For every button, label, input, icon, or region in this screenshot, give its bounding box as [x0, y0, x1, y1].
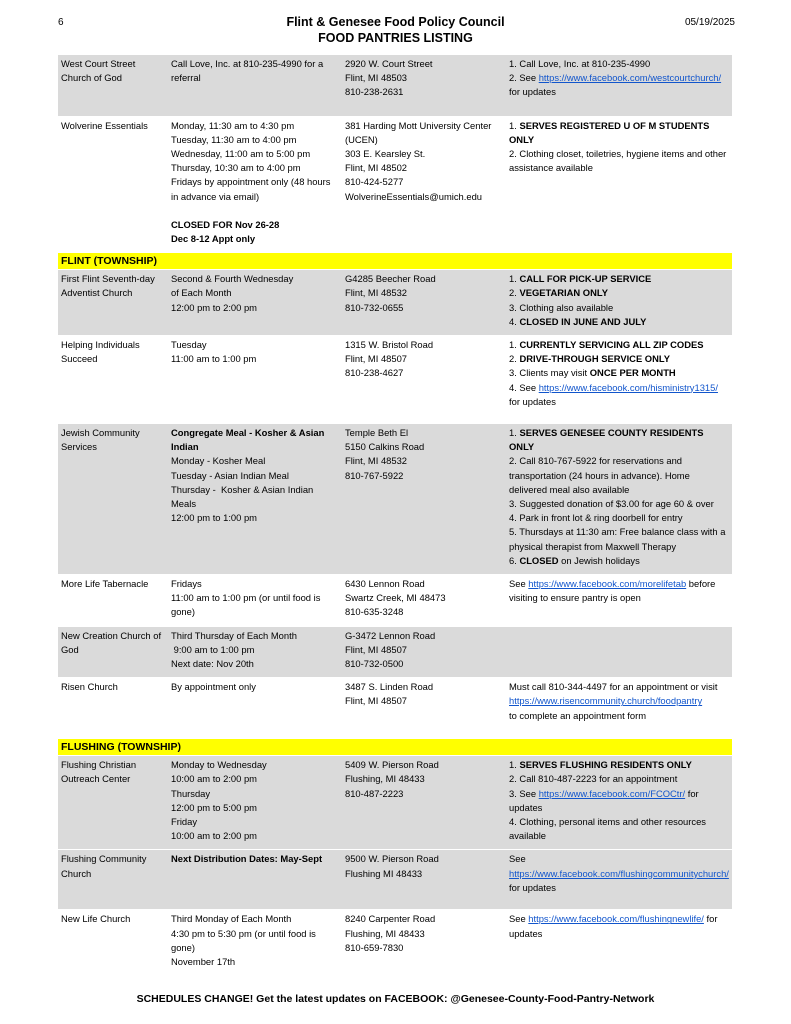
pantry-address: 6430 Lennon Road Swartz Creek, MI 48473 810-635-3248	[342, 574, 506, 626]
page-header	[0, 15, 791, 49]
pantry-name: New Creation Church of God	[58, 626, 168, 678]
table-row	[58, 626, 732, 678]
pantry-name: First Flint Seventh-day Adventist Church	[58, 270, 168, 336]
pantry-hours: Next Distribution Dates: May-Sept	[168, 850, 342, 910]
pantry-notes: 1. SERVES REGISTERED U OF M STUDENTS ONLY 2. Clothing closet, toiletries, hygiene items and other assistance available	[506, 116, 732, 253]
closure-notice: CLOSED FOR Nov 26-28	[171, 218, 280, 230]
pantry-name: Wolverine Essentials	[58, 116, 168, 253]
pantry-name: Flushing Christian Outreach Center	[58, 756, 168, 850]
table-row	[58, 423, 732, 574]
pantry-name: Helping Individuals Succeed	[58, 335, 168, 423]
pantry-notes: 1. SERVES FLUSHING RESIDENTS ONLY 2. Call 810-487-2223 for an appointment 3. See https://www.facebook.com/FCOCtr/ for updates 4. Clothing, personal items and other resources available	[506, 756, 732, 850]
pantry-address: 8240 Carpenter Road Flushing, MI 48433 810-659-7830	[342, 910, 506, 976]
pantry-name: Jewish Community Services	[58, 423, 168, 574]
facebook-link[interactable]: https://www.facebook.com/FCOCtr/	[538, 787, 686, 799]
facebook-link[interactable]: https://www.facebook.com/flushingcommunitychurch/	[509, 867, 729, 879]
pantry-notes: 1. CURRENTLY SERVICING ALL ZIP CODES 2. DRIVE-THROUGH SERVICE ONLY 3. Clients may visit ONCE PER MONTH 4. See https://www.facebook.com/hisministry1315/ for updates	[506, 335, 732, 423]
pantry-name: Risen Church	[58, 678, 168, 739]
table-row	[58, 270, 732, 336]
document-title: Flint & Genesee Food Policy Council	[286, 15, 505, 29]
pantry-hours: Fridays 11:00 am to 1:00 pm (or until food is gone)	[168, 574, 342, 626]
pantry-hours: Monday, 11:30 am to 4:30 pm Tuesday, 11:30 am to 4:00 pm Wednesday, 11:00 am to 5:00 pm Thursday, 10:30 am to 4:00 pm Fridays by appointment only (48 hours in advance via email) CLOSED FOR Nov 26-28 Dec 8-12 Appt only	[168, 116, 342, 253]
pantry-name: Flushing Community Church	[58, 850, 168, 910]
section-header-flushing-township: FLUSHING (TOWNSHIP)	[58, 739, 732, 756]
pantry-notes: 1. SERVES GENESEE COUNTY RESIDENTS ONLY 2. Call 810-767-5922 for reservations and transportation (24 hours in advance). Home delivered meal also available 3. Suggested donation of $3.00 for age 60 & over 4. Park in front lot & ring doorbell for entry 5. Thursdays at 11:30 am: Free balance class with a physical therapist from Maxwell Therapy 6. CLOSED on Jewish holidays	[506, 423, 732, 574]
pantry-notes: See https://www.facebook.com/morelifetab before visiting to ensure pantry is open	[506, 574, 732, 626]
document-date: 05/19/2025	[684, 17, 735, 28]
facebook-link[interactable]: https://www.facebook.com/westcourtchurch/	[538, 72, 722, 84]
pantry-address: G-3472 Lennon Road Flint, MI 48507 810-732-0500	[342, 626, 506, 678]
pantry-notes: See https://www.facebook.com/flushingnewlife/ for updates	[506, 910, 732, 976]
pantry-address: 381 Harding Mott University Center (UCEN) 303 E. Kearsley St. Flint, MI 48502 810-424-5277 WolverineEssentials@umich.edu	[342, 116, 506, 253]
table-row	[58, 910, 732, 976]
website-link[interactable]: https://www.risencommunity.church/foodpantry	[509, 695, 703, 707]
facebook-link[interactable]: https://www.facebook.com/morelifetab	[528, 577, 687, 589]
pantry-name: More Life Tabernacle	[58, 574, 168, 626]
pantry-address: 3487 S. Linden Road Flint, MI 48507	[342, 678, 506, 739]
page-number: 6	[58, 17, 64, 28]
section-header-flint-township: FLINT (TOWNSHIP)	[58, 253, 732, 270]
closure-notice: Dec 8-12 Appt only	[171, 232, 256, 244]
pantry-hours: Congregate Meal - Kosher & Asian Indian Monday - Kosher Meal Tuesday - Asian Indian Meal Thursday - Kosher & Asian Indian Meals 12:00 pm to 1:00 pm	[168, 423, 342, 574]
table-row	[58, 574, 732, 626]
pantry-address: Temple Beth El 5150 Calkins Road Flint, MI 48532 810-767-5922	[342, 423, 506, 574]
pantries-table	[58, 55, 732, 976]
document-subtitle: FOOD PANTRIES LISTING	[318, 31, 473, 45]
pantry-name: West Court Street Church of God	[58, 55, 168, 116]
facebook-link[interactable]: https://www.facebook.com/hisministry1315/	[538, 381, 718, 393]
pantry-name: New Life Church	[58, 910, 168, 976]
pantry-hours: Second & Fourth Wednesday of Each Month 12:00 pm to 2:00 pm	[168, 270, 342, 336]
pantry-notes: Must call 810-344-4497 for an appointment or visit https://www.risencommunity.church/foodpantry to complete an appointment form	[506, 678, 732, 739]
pantry-address: 5409 W. Pierson Road Flushing, MI 48433 810-487-2223	[342, 756, 506, 850]
pantry-address: 1315 W. Bristol Road Flint, MI 48507 810-238-4627	[342, 335, 506, 423]
pantry-hours: Call Love, Inc. at 810-235-4990 for a referral	[168, 55, 342, 116]
pantry-notes: 1. Call Love, Inc. at 810-235-4990 2. See https://www.facebook.com/westcourtchurch/ for updates	[506, 55, 732, 116]
table-row	[58, 55, 732, 116]
pantry-notes: See https://www.facebook.com/flushingcommunitychurch/ for updates	[506, 850, 732, 910]
table-row	[58, 116, 732, 253]
pantry-notes: 1. CALL FOR PICK-UP SERVICE 2. VEGETARIAN ONLY 3. Clothing also available 4. CLOSED IN JUNE AND JULY	[506, 270, 732, 336]
pantry-address: 9500 W. Pierson Road Flushing MI 48433	[342, 850, 506, 910]
table-row	[58, 335, 732, 423]
table-row	[58, 756, 732, 850]
pantry-hours: Tuesday 11:00 am to 1:00 pm	[168, 335, 342, 423]
pantry-hours: Third Monday of Each Month 4:30 pm to 5:30 pm (or until food is gone) November 17th	[168, 910, 342, 976]
table-row	[58, 678, 732, 739]
pantry-hours: Monday to Wednesday 10:00 am to 2:00 pm Thursday 12:00 pm to 5:00 pm Friday 10:00 am to 2:00 pm	[168, 756, 342, 850]
pantry-address: G4285 Beecher Road Flint, MI 48532 810-732-0655	[342, 270, 506, 336]
pantry-hours: By appointment only	[168, 678, 342, 739]
footer-notice: SCHEDULES CHANGE! Get the latest updates on FACEBOOK: @Genesee-County-Food-Pantry-Network	[136, 993, 655, 1005]
facebook-link[interactable]: https://www.facebook.com/flushingnewlife/	[528, 913, 704, 925]
pantry-hours: Third Thursday of Each Month 9:00 am to 1:00 pm Next date: Nov 20th	[168, 626, 342, 678]
table-row	[58, 850, 732, 910]
pantry-notes	[506, 626, 732, 678]
pantry-address: 2920 W. Court Street Flint, MI 48503 810-238-2631	[342, 55, 506, 116]
